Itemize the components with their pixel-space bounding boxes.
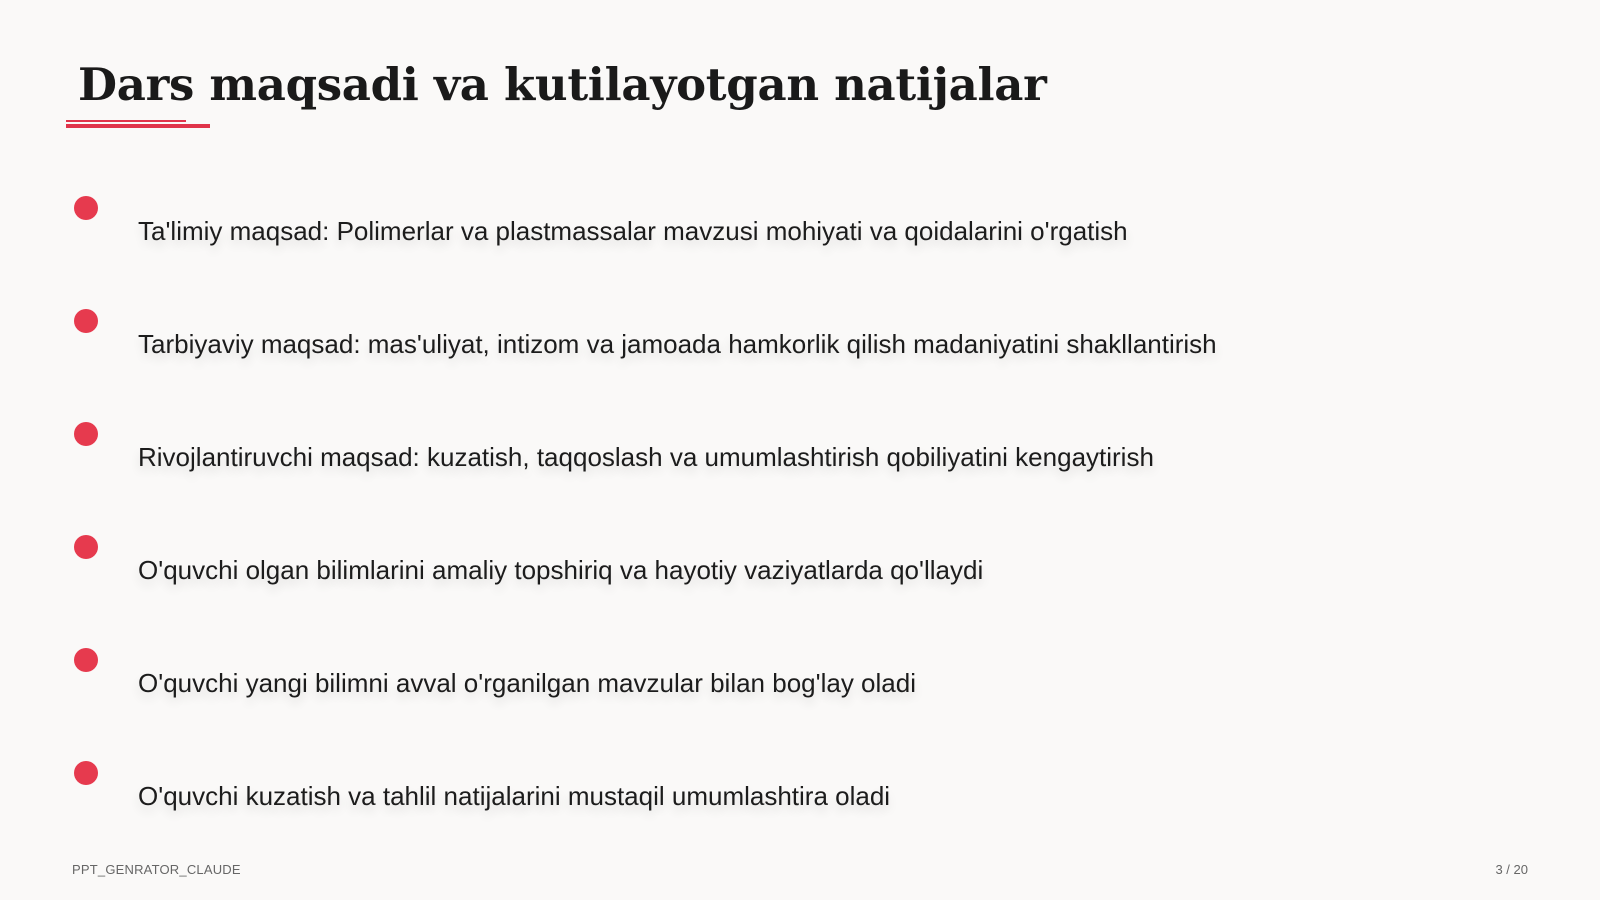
bullet-item bbox=[0, 309, 1600, 379]
bullet-dot-icon bbox=[74, 761, 98, 785]
page-indicator: 3 / 20 bbox=[1495, 862, 1528, 877]
bullet-text: O'quvchi kuzatish va tahlil natijalarini mustaqil umumlashtira oladi bbox=[138, 781, 891, 811]
bullet-text: Rivojlantiruvchi maqsad: kuzatish, taqqoslash va umumlashtirish qobiliyatini kengaytirish bbox=[138, 442, 1154, 472]
bullet-text: Ta'limiy maqsad: Polimerlar va plastmassalar mavzusi mohiyati va qoidalarini o'rgatish bbox=[138, 216, 1128, 246]
bullet-text: O'quvchi yangi bilimni avval o'rganilgan mavzular bilan bog'lay oladi bbox=[138, 668, 916, 698]
bullet-dot-icon bbox=[74, 422, 98, 446]
bullet-item bbox=[0, 761, 1600, 831]
bullet-text: O'quvchi olgan bilimlarini amaliy topshiriq va hayotiy vaziyatlarda qo'llaydi bbox=[138, 555, 984, 585]
bullet-item bbox=[0, 535, 1600, 605]
bullet-item bbox=[0, 422, 1600, 492]
footer-source-label: PPT_GENRATOR_CLAUDE bbox=[72, 862, 241, 877]
bullet-item bbox=[0, 648, 1600, 718]
bullet-item bbox=[0, 196, 1600, 266]
bullet-dot-icon bbox=[74, 309, 98, 333]
bullet-dot-icon bbox=[74, 535, 98, 559]
bullet-dot-icon bbox=[74, 648, 98, 672]
bullet-text: Tarbiyaviy maqsad: mas'uliyat, intizom va jamoada hamkorlik qilish madaniyatini shakllantirish bbox=[138, 329, 1217, 359]
bullet-dot-icon bbox=[74, 196, 98, 220]
slide-title: Dars maqsadi va kutilayotgan natijalar bbox=[78, 58, 1047, 111]
